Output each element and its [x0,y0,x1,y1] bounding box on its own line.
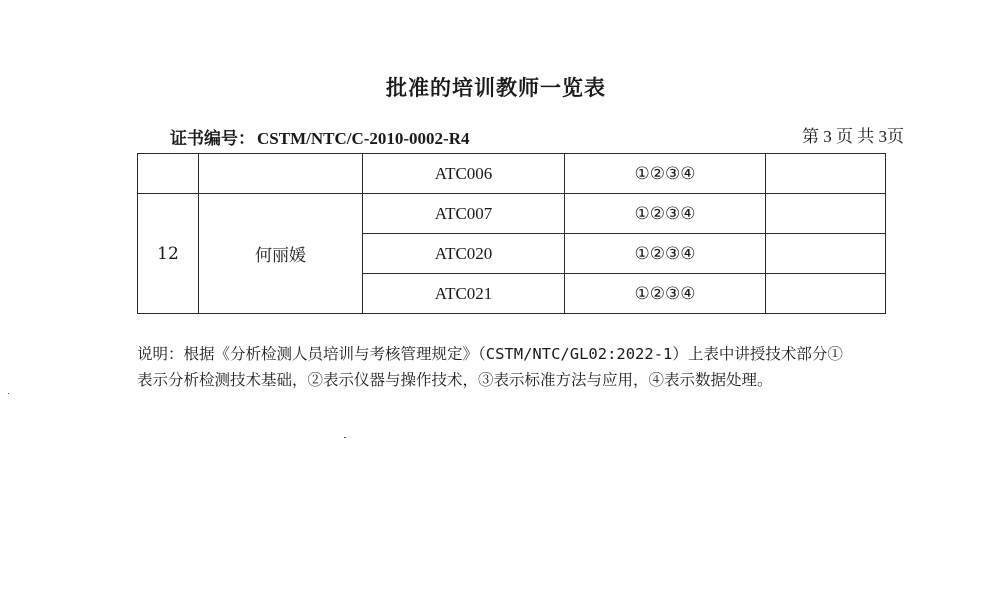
document-title: 批准的培训教师一览表 [386,76,606,100]
certificate-number-label: 证书编号： [170,129,255,149]
table-row [138,154,886,194]
teaching-parts-cell: ①②③④ [565,154,766,194]
remark-cell [766,234,886,274]
table-row [138,194,886,234]
explanation-note: 说明：根据《分析检测人员培训与考核管理规定》（CSTM/NTC/GL02:2022-1）上表中讲授技术部分①表示分析检测技术基础，②表示仪器与操作技术，③表示标准方法与应用，④表示数据处理。 [137,345,843,389]
teacher-name-cell [199,154,363,194]
scan-speck [344,437,346,438]
remark-cell [766,154,886,194]
teaching-parts-cell: ①②③④ [565,194,766,234]
course-code-cell: ATC006 [363,154,565,194]
certificate-number-value: CSTM/NTC/C-2010-0002-R4 [257,129,470,148]
certificate-number-line [170,124,470,149]
remark-cell [766,274,886,314]
page-indicator: 第 3 页 共 3页 [802,127,904,146]
row-number-cell [138,154,199,194]
scan-speck [8,393,9,394]
course-code-cell: ATC007 [363,194,565,234]
course-code-cell: ATC021 [363,274,565,314]
teaching-parts-cell: ①②③④ [565,274,766,314]
course-code-cell: ATC020 [363,234,565,274]
teaching-parts-cell: ①②③④ [565,234,766,274]
teacher-table [137,153,886,314]
row-number-cell: 12 [138,194,199,314]
teacher-name-cell: 何丽媛 [199,194,363,314]
remark-cell [766,194,886,234]
